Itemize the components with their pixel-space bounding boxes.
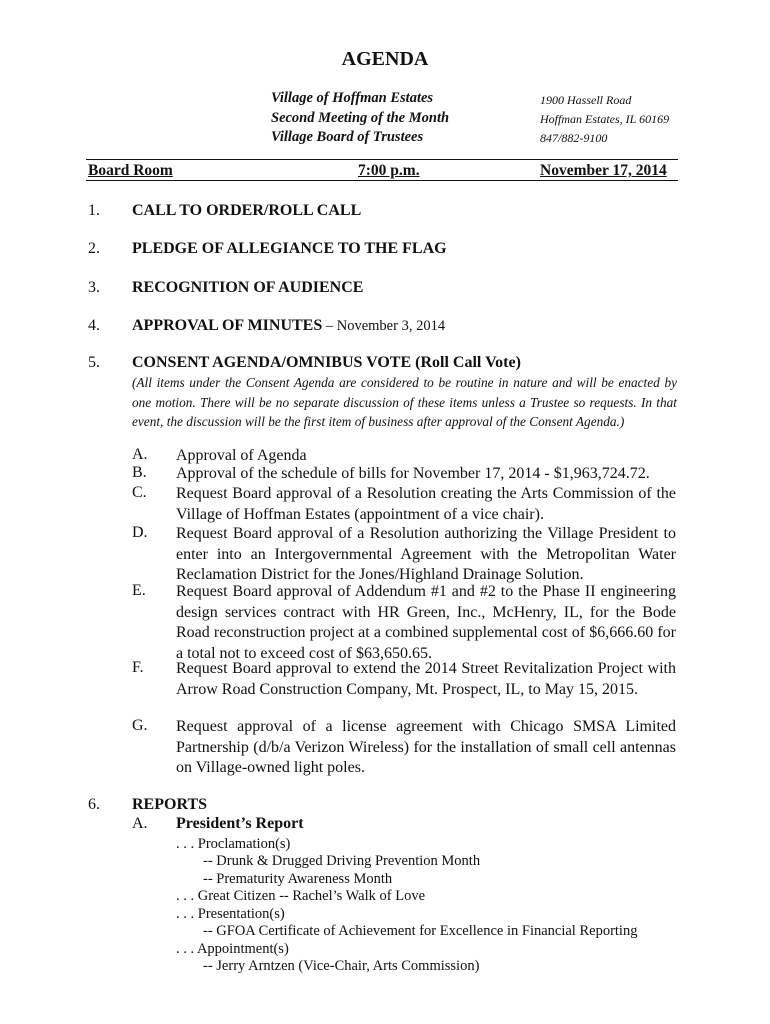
address-street: 1900 Hassell Road xyxy=(540,93,632,107)
item-title: REPORTS xyxy=(132,796,208,813)
consent-text: Request approval of a license agreement with Chicago SMSA Limited Partnership (d/b/a Verizon Wireless) for the installation of small cell antennas on Village-owned light poles. xyxy=(176,718,676,776)
divider-bottom xyxy=(86,180,678,181)
header-meeting-info xyxy=(271,89,449,148)
header-org: Village of Hoffman Estates xyxy=(271,90,434,106)
header-meeting: Second Meeting of the Month xyxy=(271,109,450,126)
address-city: Hoffman Estates, IL 60169 xyxy=(540,112,670,126)
consent-note: (All items under the Consent Agenda are considered to be routine in nature and will be enacted by one motion. There will be no separate discussion of these items unless a Trustee so requests. In that event, the discussion will be the first item of business after approval of the Consent Agenda.) xyxy=(132,375,677,429)
report-line: -- Drunk & Drugged Driving Prevention Month xyxy=(203,853,481,869)
item-title: RECOGNITION OF AUDIENCE xyxy=(132,279,364,296)
item-title: CONSENT AGENDA/OMNIBUS VOTE (Roll Call Vote) xyxy=(132,354,521,371)
consent-text: Request Board approval of a Resolution creating the Arts Commission of the Village of Hoffman Estates (appointment of a vice chair). xyxy=(176,485,676,523)
item-title: PLEDGE OF ALLEGIANCE TO THE FLAG xyxy=(132,240,447,257)
header-board: Village Board of Trustees xyxy=(271,129,424,145)
report-heading: President’s Report xyxy=(176,815,304,832)
consent-letter: B. xyxy=(132,464,147,481)
consent-text: Request Board approval of Addendum #1 and #2 to the Phase II engineering design services contract with HR Green, Inc., McHenry, IL, for the Bode Road reconstruction project at a combined supplemental cost of $6,666.60 for a total not to exceed cost of $63,650.65. xyxy=(176,583,676,662)
item-title: APPROVAL OF MINUTES – November 3, 2014 xyxy=(132,317,446,334)
divider-top xyxy=(86,159,678,160)
report-line: -- Jerry Arntzen (Vice-Chair, Arts Commission) xyxy=(203,958,480,974)
item-number: 1. xyxy=(88,202,100,219)
report-line: -- GFOA Certificate of Achievement for Excellence in Financial Reporting xyxy=(203,923,638,939)
consent-text: Request Board approval of a Resolution authorizing the Village President to enter into an Intergovernmental Agreement with the Metropolitan Water Reclamation District for the Jones/Highland Drainage Solution. xyxy=(176,525,676,583)
report-line: . . . Great Citizen -- Rachel’s Walk of Love xyxy=(176,888,426,904)
report-line: . . . Proclamation(s) xyxy=(176,836,291,852)
item-number: 2. xyxy=(88,240,100,257)
address-phone: 847/882-9100 xyxy=(540,131,608,145)
item-number: 3. xyxy=(88,279,100,296)
report-line: -- Prematurity Awareness Month xyxy=(203,871,393,887)
report-letter: A. xyxy=(132,815,148,832)
item-number: 6. xyxy=(88,796,100,813)
consent-letter: A. xyxy=(132,446,148,463)
consent-letter: G. xyxy=(132,717,148,734)
consent-letter: D. xyxy=(132,524,148,541)
header-address xyxy=(540,91,669,148)
meeting-location: Board Room xyxy=(88,162,173,179)
report-line: . . . Presentation(s) xyxy=(176,906,285,922)
meeting-date: November 17, 2014 xyxy=(540,162,667,179)
consent-text: Request Board approval to extend the 2014 Street Revitalization Project with Arrow Road Construction Company, Mt. Prospect, IL, to May 15, 2015. xyxy=(176,660,676,698)
consent-letter: F. xyxy=(132,659,144,676)
item-title: CALL TO ORDER/ROLL CALL xyxy=(132,202,362,219)
consent-letter: C. xyxy=(132,484,147,501)
consent-text: Approval of Agenda xyxy=(176,447,307,464)
meeting-time: 7:00 p.m. xyxy=(358,162,420,179)
consent-text: Approval of the schedule of bills for November 17, 2014 - $1,963,724.72. xyxy=(176,465,650,482)
item-number: 5. xyxy=(88,354,100,371)
item-number: 4. xyxy=(88,317,100,334)
report-line: . . . Appointment(s) xyxy=(176,941,289,957)
consent-letter: E. xyxy=(132,582,146,599)
page-title: AGENDA xyxy=(341,48,429,70)
item-detail: – November 3, 2014 xyxy=(322,318,446,334)
